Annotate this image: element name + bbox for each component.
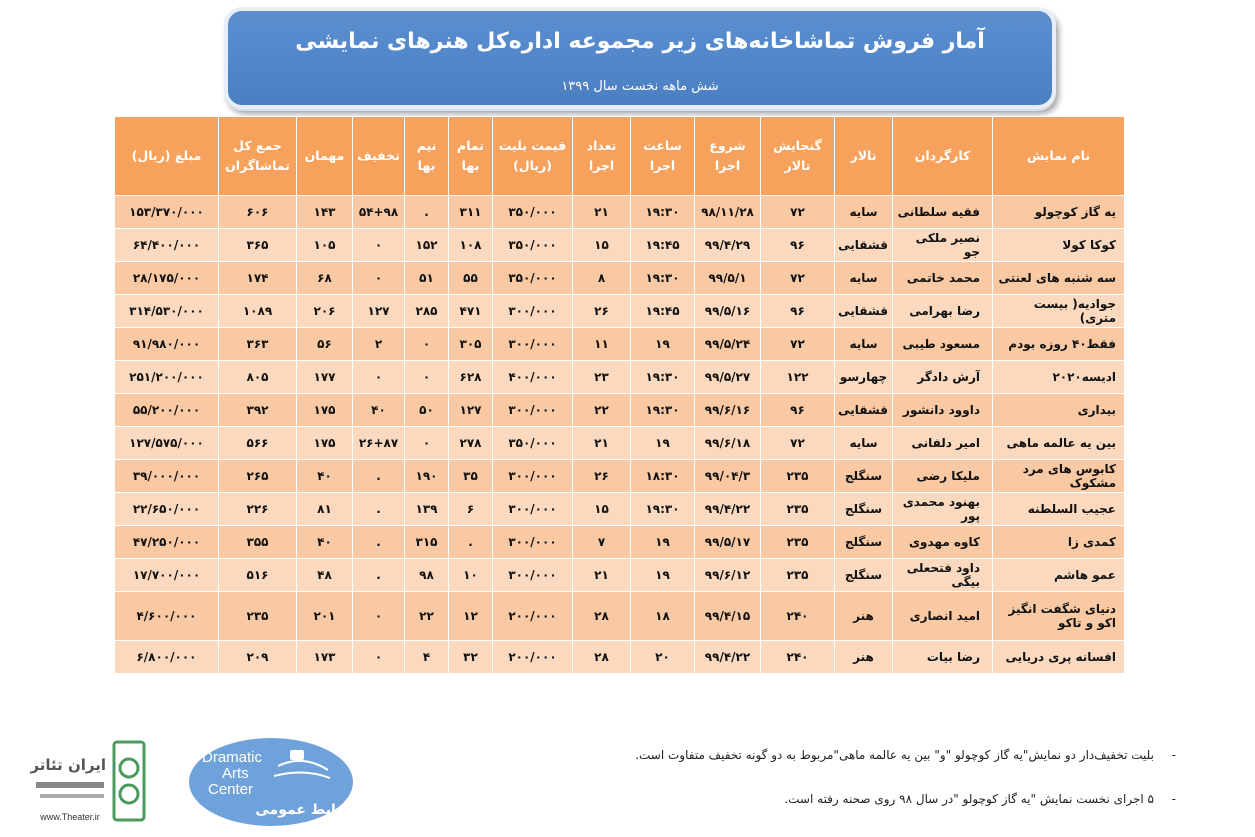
table-cell: ۲۰۹ (219, 641, 297, 674)
show-name-cell: بین یه عالمه ماهی (993, 427, 1125, 460)
table-cell: ۲۳ (573, 361, 631, 394)
table-cell: ۳۰۰/۰۰۰ (493, 295, 573, 328)
table-cell: ۵۱ (405, 262, 449, 295)
table-cell: ۳۰۰/۰۰۰ (493, 493, 573, 526)
table-cell: ۱۰۸۹ (219, 295, 297, 328)
table-cell: ۳۵۵ (219, 526, 297, 559)
table-cell: ۷۲ (761, 262, 835, 295)
table-row (115, 361, 1125, 394)
table-cell: ۲۳۵ (761, 493, 835, 526)
table-cell: ۹۹/۴/۲۹ (695, 229, 761, 262)
table-cell: قشقایی (835, 295, 893, 328)
table-cell: ۵۰ (405, 394, 449, 427)
table-row (115, 328, 1125, 361)
table-cell: سنگلج (835, 493, 893, 526)
table-row (115, 295, 1125, 328)
table-cell: ۱۲۲ (761, 361, 835, 394)
table-cell: ۲۶ (573, 460, 631, 493)
column-header: شروع اجرا (695, 117, 761, 196)
table-cell: ۱۸:۳۰ (631, 460, 695, 493)
table-cell: ۹۹/۴/۱۵ (695, 592, 761, 641)
table-cell: ۵۵ (449, 262, 493, 295)
table-cell: رضا بیات (893, 641, 993, 674)
show-name-cell: کوکا کولا (993, 229, 1125, 262)
table-cell: ۲۸/۱۷۵/۰۰۰ (115, 262, 219, 295)
table-cell: ۴۰۰/۰۰۰ (493, 361, 573, 394)
table-cell: ۰ (353, 641, 405, 674)
table-cell: هنر (835, 641, 893, 674)
table-cell: ۱۹۰ (405, 460, 449, 493)
table-cell: ۳۰۰/۰۰۰ (493, 460, 573, 493)
table-cell: سایه (835, 427, 893, 460)
table-cell: نصیر ملکی جو (893, 229, 993, 262)
table-cell: ۱۹ (631, 526, 695, 559)
table-cell: کاوه مهدوی (893, 526, 993, 559)
table-cell: ۳۶۵ (219, 229, 297, 262)
table-cell: ۷۲ (761, 328, 835, 361)
table-cell: ۰ (353, 592, 405, 641)
table-cell: ۹۱/۹۸۰/۰۰۰ (115, 328, 219, 361)
column-header: تخفیف (353, 117, 405, 196)
table-cell: ۱۹:۴۵ (631, 295, 695, 328)
show-name-cell: سه شنبه های لعنتی (993, 262, 1125, 295)
table-cell: سایه (835, 196, 893, 229)
table-cell: ۵۵/۲۰۰/۰۰۰ (115, 394, 219, 427)
column-header: مبلغ (ریال) (115, 117, 219, 196)
table-cell: ۱۹:۳۰ (631, 361, 695, 394)
table-cell: ۲۲ (405, 592, 449, 641)
table-cell: . (353, 559, 405, 592)
table-cell: ۱۳۹ (405, 493, 449, 526)
table-cell: ۲۳۵ (761, 460, 835, 493)
sales-table (114, 116, 1125, 674)
table-cell: ۶۰۶ (219, 196, 297, 229)
table-cell: ۹۹/۵/۱ (695, 262, 761, 295)
table-cell: ۰ (405, 427, 449, 460)
table-cell: ۱۹:۳۰ (631, 394, 695, 427)
table-cell: محمد خاتمی (893, 262, 993, 295)
table-cell: ۹۶ (761, 295, 835, 328)
table-cell: ۹۹/۴/۲۲ (695, 493, 761, 526)
table-cell: ۴۰ (353, 394, 405, 427)
table-cell: ۹۸/۱۱/۲۸ (695, 196, 761, 229)
table-cell: ۳۰۰/۰۰۰ (493, 394, 573, 427)
table-cell: ۳۵۰/۰۰۰ (493, 427, 573, 460)
table-cell: ۴۷/۲۵۰/۰۰۰ (115, 526, 219, 559)
logo-text-arts: Arts (222, 765, 249, 782)
table-cell: ۲۶ (573, 295, 631, 328)
table-row (115, 641, 1125, 674)
table-cell: ۱۷۳ (297, 641, 353, 674)
table-cell: ۲۳۵ (219, 592, 297, 641)
table-cell: ۹۹/۶/۱۸ (695, 427, 761, 460)
table-cell: ۳۹/۰۰۰/۰۰۰ (115, 460, 219, 493)
dramatic-arts-center-logo (186, 736, 356, 828)
logo-text-dramatic: Dramatic (202, 749, 263, 766)
table-cell: ۳۱۵ (405, 526, 449, 559)
table-cell: ۱۰۸ (449, 229, 493, 262)
table-cell: ۵۶۶ (219, 427, 297, 460)
table-cell: سایه (835, 262, 893, 295)
table-cell: ۲۶+۸۷ (353, 427, 405, 460)
table-cell: ۲۲/۶۵۰/۰۰۰ (115, 493, 219, 526)
table-cell: داود فتحعلی بیگی (893, 559, 993, 592)
table-cell: ۶/۸۰۰/۰۰۰ (115, 641, 219, 674)
table-cell: ۳۲ (449, 641, 493, 674)
table-cell: ۲ (353, 328, 405, 361)
show-name-cell: بیداری (993, 394, 1125, 427)
table-row (115, 559, 1125, 592)
table-row (115, 493, 1125, 526)
table-cell: امید انصاری (893, 592, 993, 641)
table-cell: ۱۰۵ (297, 229, 353, 262)
table-cell: ۳۰۰/۰۰۰ (493, 526, 573, 559)
table-cell: ۲۲۶ (219, 493, 297, 526)
table-cell: ۲۷۸ (449, 427, 493, 460)
table-cell: ۰ (353, 361, 405, 394)
table-cell: بهنود محمدی پور (893, 493, 993, 526)
column-header: نیم بها (405, 117, 449, 196)
table-cell: ۲۸ (573, 641, 631, 674)
table-cell: ۴۸ (297, 559, 353, 592)
table-row (115, 196, 1125, 229)
table-cell: ۱۹ (631, 559, 695, 592)
table-header-row (115, 117, 1125, 196)
table-cell: ۱۲۷ (353, 295, 405, 328)
footnotes (380, 748, 1180, 836)
table-cell: ۹۹/۴/۲۲ (695, 641, 761, 674)
table-cell: ۸۰۵ (219, 361, 297, 394)
table-cell: . (353, 526, 405, 559)
table-cell: ۳۵۰/۰۰۰ (493, 262, 573, 295)
logo-text-iran-theater: ایران تئاتر (30, 756, 106, 774)
table-cell: ۳۶۳ (219, 328, 297, 361)
table-cell: مسعود طیبی (893, 328, 993, 361)
table-cell: ۳۱۴/۵۳۰/۰۰۰ (115, 295, 219, 328)
logo-text-url: www.Theater.ir (40, 812, 100, 822)
table-cell: ۸۱ (297, 493, 353, 526)
column-header: تمام بها (449, 117, 493, 196)
table-cell: ۲۲ (573, 394, 631, 427)
table-cell: ۱۴۳ (297, 196, 353, 229)
table-cell: ۹۹/۵/۱۷ (695, 526, 761, 559)
footnote: - ۵ اجرای نخست نمایش "یه گاز کوچولو "در سال ۹۸ روی صحنه رفته است. (784, 792, 1176, 806)
table-cell: ۱۲۷/۵۷۵/۰۰۰ (115, 427, 219, 460)
table-cell: ۳۰۰/۰۰۰ (493, 559, 573, 592)
table-cell: ۹۹/۰۴/۳ (695, 460, 761, 493)
table-cell: ۹۹/۵/۲۴ (695, 328, 761, 361)
table-cell: ۱۲۷ (449, 394, 493, 427)
table-cell: ۲۱ (573, 196, 631, 229)
table-cell: . (405, 196, 449, 229)
table-cell: ۱۰ (449, 559, 493, 592)
table-cell: ۶۸ (297, 262, 353, 295)
table-cell: ۲۵۱/۲۰۰/۰۰۰ (115, 361, 219, 394)
table-cell: . (353, 460, 405, 493)
table-cell: ۵۱۶ (219, 559, 297, 592)
table-cell: ۳۰۰/۰۰۰ (493, 328, 573, 361)
table-cell: ۲۰۰/۰۰۰ (493, 592, 573, 641)
show-name-cell: دنیای شگفت انگیز اکو و تاکو (993, 592, 1125, 641)
table-cell: رضا بهرامی (893, 295, 993, 328)
table-cell: داوود دانشور (893, 394, 993, 427)
table-cell: امیر دلفانی (893, 427, 993, 460)
column-header: تعداد اجرا (573, 117, 631, 196)
column-header: قیمت بلیت (ریال) (493, 117, 573, 196)
footnote: - بلیت تخفیف‌دار دو نمایش"یه گاز کوچولو "و" بین یه عالمه ماهی"مربوط به دو گونه تخفیف متفاوت است. (635, 748, 1176, 762)
table-cell: ۱۵۳/۳۷۰/۰۰۰ (115, 196, 219, 229)
table-row (115, 262, 1125, 295)
table-row (115, 460, 1125, 493)
table-cell: سنگلج (835, 559, 893, 592)
table-cell: ۷۲ (761, 196, 835, 229)
column-header: کارگردان (893, 117, 993, 196)
table-cell: ۱۲ (449, 592, 493, 641)
table-row (115, 526, 1125, 559)
table-cell: ۲۴۰ (761, 592, 835, 641)
show-name-cell: افسانه پری دریایی (993, 641, 1125, 674)
table-cell: ۰ (405, 361, 449, 394)
title-banner (224, 7, 1056, 109)
show-name-cell: ادیسه۲۰۲۰ (993, 361, 1125, 394)
table-cell: ۱۹ (631, 328, 695, 361)
table-cell: ۱۹:۳۰ (631, 262, 695, 295)
table-cell: ۷۲ (761, 427, 835, 460)
table-cell: ۳۵۰/۰۰۰ (493, 229, 573, 262)
iran-theater-logo (30, 734, 160, 829)
table-cell: ۲۰ (631, 641, 695, 674)
table-cell: ۳۵۰/۰۰۰ (493, 196, 573, 229)
column-header: ساعت اجرا (631, 117, 695, 196)
table-cell: ۳۱۱ (449, 196, 493, 229)
table-cell: ۲۰۶ (297, 295, 353, 328)
table-cell: ۶۴/۴۰۰/۰۰۰ (115, 229, 219, 262)
column-header: گنجایش تالار (761, 117, 835, 196)
table-cell: ۱۷۵ (297, 394, 353, 427)
column-header: جمع کل تماشاگران (219, 117, 297, 196)
table-cell: ۱۹:۳۰ (631, 493, 695, 526)
table-cell: ۱۱ (573, 328, 631, 361)
table-cell: ۱۵ (573, 493, 631, 526)
table-cell: ۹۹/۶/۱۶ (695, 394, 761, 427)
table-cell: ۵۶ (297, 328, 353, 361)
page-subtitle: شش ماهه نخست سال ۱۳۹۹ (561, 79, 719, 94)
table-cell: ۵۴+۹۸ (353, 196, 405, 229)
table-cell: ۲۴۰ (761, 641, 835, 674)
show-name-cell: عمو هاشم (993, 559, 1125, 592)
show-name-cell: کابوس های مرد مشکوک (993, 460, 1125, 493)
table-row (115, 229, 1125, 262)
table-cell: فقیه سلطانی (893, 196, 993, 229)
table-cell: چهارسو (835, 361, 893, 394)
table-cell: ۴ (405, 641, 449, 674)
table-cell: ۴۷۱ (449, 295, 493, 328)
table-cell: ۱۸ (631, 592, 695, 641)
table-cell: ۲۳۵ (761, 526, 835, 559)
table-cell: ۹۹/۵/۲۷ (695, 361, 761, 394)
table-cell: ۲۰۱ (297, 592, 353, 641)
table-cell: ۷ (573, 526, 631, 559)
table-cell: . (449, 526, 493, 559)
page-title: آمار فروش تماشاخانه‌های زیر مجموعه اداره‌کل هنرهای نمایشی (295, 29, 985, 54)
table-cell: ۱۷/۷۰۰/۰۰۰ (115, 559, 219, 592)
table-cell: قشقایی (835, 394, 893, 427)
table-cell: سنگلج (835, 460, 893, 493)
table-cell: ۱۷۵ (297, 427, 353, 460)
table-cell: ۱۹:۳۰ (631, 196, 695, 229)
table-cell: ۲۶۵ (219, 460, 297, 493)
table-cell: ۰ (353, 262, 405, 295)
table-cell: ۹۶ (761, 229, 835, 262)
table-row (115, 592, 1125, 641)
table-cell: ۲۳۵ (761, 559, 835, 592)
column-header: مهمان (297, 117, 353, 196)
table-cell: ۳۵ (449, 460, 493, 493)
table-cell: ۱۷۴ (219, 262, 297, 295)
table-cell: ۰ (353, 229, 405, 262)
table-cell: ۴/۶۰۰/۰۰۰ (115, 592, 219, 641)
show-name-cell: یه گاز کوچولو (993, 196, 1125, 229)
show-name-cell: جوادیه( بیست متری) (993, 295, 1125, 328)
table-cell: ۱۵ (573, 229, 631, 262)
table-cell: ۲۸۵ (405, 295, 449, 328)
table-cell: ملیکا رضی (893, 460, 993, 493)
table-cell: ۱۵۲ (405, 229, 449, 262)
table-cell: . (353, 493, 405, 526)
table-cell: ۲۱ (573, 559, 631, 592)
table-cell: ۴۰ (297, 526, 353, 559)
logo-text-public-relations: روابط عمومی (255, 802, 353, 818)
table-cell: هنر (835, 592, 893, 641)
table-cell: ۴۰ (297, 460, 353, 493)
table-cell: ۱۹:۴۵ (631, 229, 695, 262)
column-header: تالار (835, 117, 893, 196)
table-cell: ۲۸ (573, 592, 631, 641)
show-name-cell: فقط۴۰ روزه بودم (993, 328, 1125, 361)
table-cell: ۹۹/۶/۱۲ (695, 559, 761, 592)
table-cell: ۹۸ (405, 559, 449, 592)
table-cell: ۶۲۸ (449, 361, 493, 394)
table-cell: سنگلج (835, 526, 893, 559)
table-cell: آرش دادگر (893, 361, 993, 394)
show-name-cell: کمدی زا (993, 526, 1125, 559)
table-cell: ۸ (573, 262, 631, 295)
table-cell: ۳۹۲ (219, 394, 297, 427)
table-cell: ۶ (449, 493, 493, 526)
table-cell: قشقایی (835, 229, 893, 262)
table-cell: ۲۰۰/۰۰۰ (493, 641, 573, 674)
table-row (115, 427, 1125, 460)
table-cell: ۲۱ (573, 427, 631, 460)
table-cell: ۱۷۷ (297, 361, 353, 394)
table-cell: ۰ (405, 328, 449, 361)
table-cell: ۹۶ (761, 394, 835, 427)
table-cell: سایه (835, 328, 893, 361)
table-cell: ۳۰۵ (449, 328, 493, 361)
table-cell: ۱۹ (631, 427, 695, 460)
table-cell: ۹۹/۵/۱۶ (695, 295, 761, 328)
show-name-cell: عجیب السلطنه (993, 493, 1125, 526)
logo-text-center: Center (208, 781, 254, 798)
table-row (115, 394, 1125, 427)
column-header: نام نمایش (993, 117, 1125, 196)
